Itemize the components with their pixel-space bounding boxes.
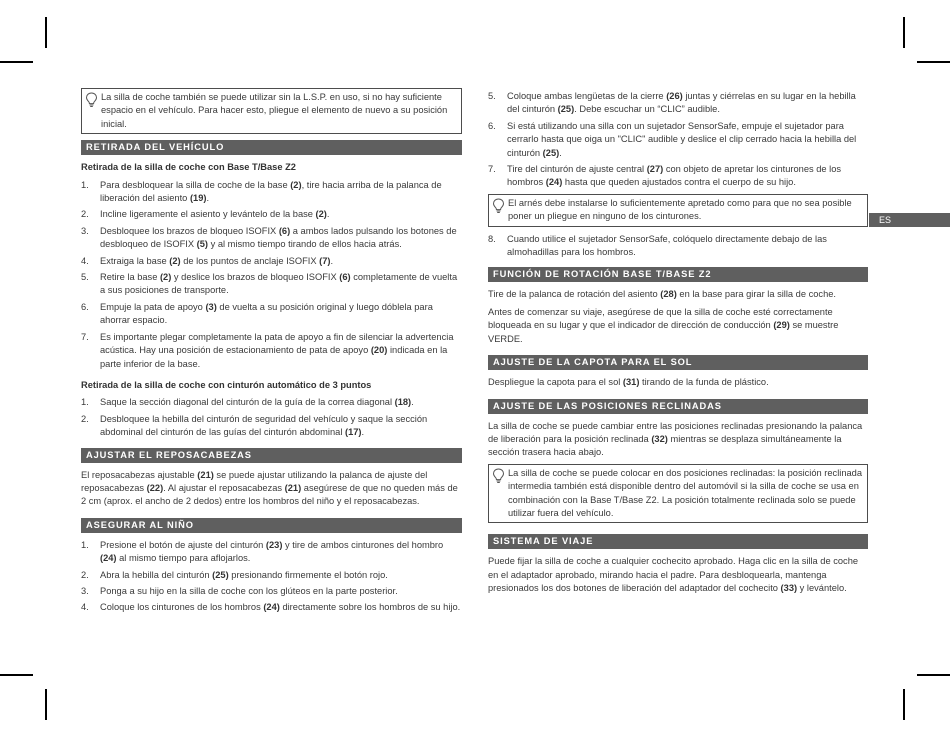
- text-run: hasta que queden ajustados contra el cuerpo de su hijo.: [562, 177, 796, 188]
- section-header-rotacion: FUNCIÓN DE ROTACIÓN BASE T/BASE Z2: [488, 267, 868, 282]
- list-item: [81, 601, 462, 614]
- text-run: Para desbloquear la silla de coche de la base: [100, 179, 291, 190]
- text-run: .: [411, 397, 414, 408]
- crop-mark: [45, 689, 47, 720]
- text-run: .: [559, 147, 562, 158]
- text-run: Puede fijar la silla de coche a cualquier cochecito aprobado. Haga clic en la silla de coche en el adaptador aprobado, mirando hacia el padre. Para desbloquearla, mantenga presionados los dos botones de liberación del adaptador del cochecito: [488, 556, 859, 594]
- tip-text: [101, 91, 457, 131]
- step-number: 5.: [488, 91, 496, 101]
- figure-reference: (25): [557, 104, 575, 115]
- text-run: de los puntos de anclaje ISOFIX: [180, 255, 320, 266]
- text-run: El reposacabezas ajustable: [81, 469, 198, 480]
- step-number: 8.: [488, 233, 496, 244]
- list-item: [81, 585, 462, 598]
- text-run: Antes de comenzar su viaje, asegúrese de que la silla de coche esté correctamente bloqueada en su lugar y que el indicador de dirección de conducción: [488, 306, 833, 331]
- list-item: [81, 208, 462, 221]
- text-run: La silla de coche también se puede utilizar sin la L.S.P. en uso, si no hay suficiente espacio en el vehículo. Para hacer esto, pliegue el elemento de nuevo a su posición inicial.: [101, 92, 448, 129]
- text-run: y deslice los brazos de bloqueo ISOFIX: [171, 272, 340, 283]
- subheading-base: Retirada de la silla de coche con Base T/Base Z2: [81, 162, 296, 173]
- figure-reference: (21): [284, 482, 302, 493]
- text-run: Ponga a su hijo en la silla de coche con los glúteos en la parte posterior.: [100, 585, 398, 596]
- figure-reference: (6): [278, 225, 291, 236]
- crop-mark: [45, 17, 47, 48]
- list-item: [81, 271, 462, 298]
- lightbulb-icon: [492, 198, 505, 214]
- figure-reference: (24): [263, 602, 280, 613]
- figure-reference: (31): [622, 377, 640, 388]
- text-run: Empuje la pata de apoyo: [100, 301, 206, 312]
- paragraph-rotacion-1: [488, 288, 868, 301]
- text-run: presionando firmemente el botón rojo.: [228, 569, 388, 580]
- list-item: [81, 179, 462, 206]
- steps-list-base: [81, 179, 462, 371]
- figure-reference: (29): [773, 320, 790, 331]
- left-column: [81, 88, 462, 618]
- text-run: Coloque los cinturones de los hombros: [100, 602, 264, 613]
- text-run: , tire hacia arriba de la palanca de liberación del asiento: [100, 179, 442, 204]
- list-item: [81, 396, 462, 409]
- figure-reference: (22): [146, 482, 164, 493]
- figure-reference: (19): [189, 193, 207, 204]
- section-header-capota: AJUSTE DE LA CAPOTA PARA EL SOL: [488, 355, 868, 370]
- list-item: [488, 90, 868, 117]
- figure-reference: (28): [660, 289, 677, 300]
- text-run: Desbloquee los brazos de bloqueo ISOFIX: [100, 225, 279, 236]
- list-item: [81, 331, 462, 371]
- text-run: en la base para girar la silla de coche.: [676, 289, 837, 300]
- step-number: 7.: [488, 164, 496, 175]
- step-number: 6.: [81, 301, 89, 312]
- list-item: [488, 233, 868, 260]
- list-item: [81, 539, 462, 566]
- step-number: 4.: [81, 602, 89, 613]
- list-item: [81, 413, 462, 440]
- figure-reference: (5): [196, 239, 209, 250]
- list-item: [81, 569, 462, 582]
- list-item: [81, 225, 462, 252]
- text-run: Extraiga la base: [100, 255, 170, 266]
- text-run: completamente de vuelta a sus posiciones de transporte.: [100, 272, 458, 296]
- crop-mark: [917, 674, 950, 676]
- text-run: y tire de ambos cinturones del hombro: [282, 539, 444, 550]
- figure-reference: (20): [370, 345, 388, 356]
- subheading-belt: Retirada de la silla de coche con cinturón automático de 3 puntos: [81, 379, 372, 390]
- text-run: .: [330, 255, 334, 266]
- text-run: Desbloquee la hebilla del cinturón de seguridad del vehículo y saque la sección abdominal del cinturón de las guías del cinturón abdominal: [100, 413, 428, 438]
- figure-reference: (24): [100, 553, 117, 564]
- text-run: con objeto de apretar los cinturones de los hombros: [507, 164, 842, 188]
- text-run: Despliegue la capota para el sol: [488, 377, 623, 388]
- tip-box: [81, 88, 462, 134]
- figure-reference: (33): [780, 583, 798, 594]
- figure-reference: (27): [646, 164, 664, 175]
- step-number: 7.: [81, 331, 89, 342]
- section-header-reposacabezas: AJUSTAR EL REPOSACABEZAS: [81, 448, 462, 463]
- paragraph-reposacabezas: [81, 469, 462, 509]
- list-item: [81, 301, 462, 328]
- list-item: [488, 163, 868, 190]
- figure-reference: (25): [542, 147, 560, 158]
- steps-list-belt: [81, 396, 462, 439]
- text-run: Abra la hebilla del cinturón: [100, 569, 213, 580]
- text-run: . Debe escuchar un “CLIC” audible.: [574, 104, 720, 115]
- text-run: se puede ajustar utilizando la palanca de ajuste del reposacabezas: [81, 469, 428, 493]
- crop-mark: [903, 17, 905, 48]
- text-run: Cuando utilice el sujetador SensorSafe, colóquelo directamente debajo de las almohadillas para los hombros.: [507, 233, 827, 258]
- steps-list-asegurar: [81, 539, 462, 615]
- text-run: tirando de la funda de plástico.: [639, 377, 769, 388]
- paragraph-rotacion-2: [488, 306, 868, 346]
- right-column: [488, 90, 868, 600]
- text-run: Tire del cinturón de ajuste central: [507, 164, 647, 175]
- text-run: Incline ligeramente el asiento y levántelo de la base: [100, 209, 316, 220]
- crop-mark: [0, 674, 33, 676]
- tip-text: [508, 467, 863, 521]
- crop-mark: [917, 61, 950, 63]
- text-run: se muestre VERDE.: [488, 320, 839, 344]
- figure-reference: (7): [319, 255, 331, 266]
- text-run: Presione el botón de ajuste del cinturón: [100, 539, 266, 550]
- paragraph-reclinadas: [488, 420, 868, 460]
- section-header-reclinadas: AJUSTE DE LAS POSICIONES RECLINADAS: [488, 399, 868, 414]
- tip-box: [488, 464, 868, 524]
- text-run: juntas y ciérrelas en su lugar en la hebilla del cinturón: [507, 91, 856, 115]
- text-run: .: [326, 209, 330, 220]
- step-number: 5.: [81, 272, 89, 283]
- paragraph-capota: [488, 376, 868, 389]
- text-run: .: [361, 427, 365, 438]
- text-run: Si está utilizando una silla con un sujetador SensorSafe, empuje el sujetador para cerrarlo hasta que oiga un "CLIC" audible y deslice el clip cerrado hacia la hebilla del cinturón: [507, 120, 857, 158]
- figure-reference: (2): [315, 209, 327, 220]
- list-item: [81, 255, 462, 268]
- figure-reference: (2): [159, 272, 172, 283]
- text-run: y al mismo tiempo tirando de ellos hacia atrás.: [208, 239, 402, 250]
- text-run: La silla de coche se puede colocar en dos posiciones reclinadas: la posición reclinada intermedia también está disponible dentro del automóvil si la silla de coche se usa en combinación con la Base T/Base Z2. La posición totalmente reclinada solo se puede utilizar fuera del vehículo.: [508, 467, 863, 518]
- figure-reference: (18): [394, 397, 412, 408]
- tip-text: [508, 197, 863, 224]
- figure-reference: (3): [205, 301, 217, 312]
- lightbulb-icon: [85, 92, 98, 108]
- text-run: al mismo tiempo para aflojarlos.: [116, 553, 251, 564]
- steps-list-continued-2: [488, 233, 868, 260]
- section-header-viaje: SISTEMA DE VIAJE: [488, 534, 868, 549]
- step-number: 4.: [81, 255, 89, 266]
- text-run: indicada en la parte inferior de la base.: [100, 345, 448, 369]
- figure-reference: (24): [545, 177, 563, 188]
- text-run: de vuelta a su posición original y luego dóblela para ahorrar espacio.: [100, 301, 433, 326]
- paragraph-viaje: [488, 555, 868, 595]
- text-run: Es importante plegar completamente la pata de apoyo a fin de silenciar la advertencia acústica. Hay una posición de estacionamiento de pata de apoyo: [100, 331, 454, 356]
- crop-mark: [0, 61, 33, 63]
- figure-reference: (17): [344, 427, 362, 438]
- step-number: 1.: [81, 397, 89, 408]
- text-run: mientras se desplaza simultáneamente la sección trasera hacia abajo.: [488, 433, 842, 458]
- figure-reference: (26): [666, 91, 683, 101]
- text-run: La silla de coche se puede cambiar entre las posiciones reclinadas presionando la palanca de liberación para la posición reclinada: [488, 420, 863, 444]
- text-run: .: [206, 193, 210, 204]
- step-number: 2.: [81, 209, 89, 220]
- lightbulb-icon: [492, 468, 505, 484]
- figure-reference: (2): [290, 179, 302, 190]
- text-run: Tire de la palanca de rotación del asiento: [488, 289, 661, 300]
- figure-reference: (6): [339, 272, 351, 283]
- text-run: Retire la base: [100, 272, 160, 283]
- text-run: a ambos lados pulsando los botones de desbloqueo de ISOFIX: [100, 225, 457, 250]
- list-item: [488, 120, 868, 160]
- language-tab: ES: [869, 213, 950, 227]
- text-run: y levántelo.: [797, 583, 847, 594]
- step-number: 2.: [81, 569, 89, 580]
- tip-box: [488, 194, 868, 227]
- text-run: . Al ajustar el reposacabezas: [163, 482, 285, 493]
- text-run: El arnés debe instalarse lo suficientemente apretado como para que no sea posible poner un pliegue en ninguno de los cinturones.: [508, 197, 852, 222]
- step-number: 1.: [81, 539, 89, 550]
- figure-reference: (2): [169, 255, 181, 266]
- step-number: 6.: [488, 120, 496, 131]
- section-header-retirada: RETIRADA DEL VEHÍCULO: [81, 140, 462, 155]
- step-number: 2.: [81, 413, 89, 424]
- crop-mark: [903, 689, 905, 720]
- steps-list-continued: [488, 90, 868, 190]
- step-number: 3.: [81, 225, 89, 236]
- step-number: 1.: [81, 179, 89, 190]
- section-header-asegurar: ASEGURAR AL NIÑO: [81, 518, 462, 533]
- figure-reference: (21): [197, 469, 214, 480]
- text-run: Coloque ambas lengüetas de la cierre: [507, 91, 667, 101]
- figure-reference: (23): [265, 539, 283, 550]
- text-run: asegúrese de que no queden más de 2 cm (aprox. el ancho de 2 dedos) entre los hombros del niño y el reposacabezas.: [81, 482, 458, 507]
- step-number: 3.: [81, 585, 89, 596]
- text-run: directamente sobre los hombros de su hijo.: [279, 602, 461, 613]
- figure-reference: (32): [651, 433, 668, 444]
- figure-reference: (25): [212, 569, 229, 580]
- text-run: Saque la sección diagonal del cinturón de la guía de la correa diagonal: [100, 397, 395, 408]
